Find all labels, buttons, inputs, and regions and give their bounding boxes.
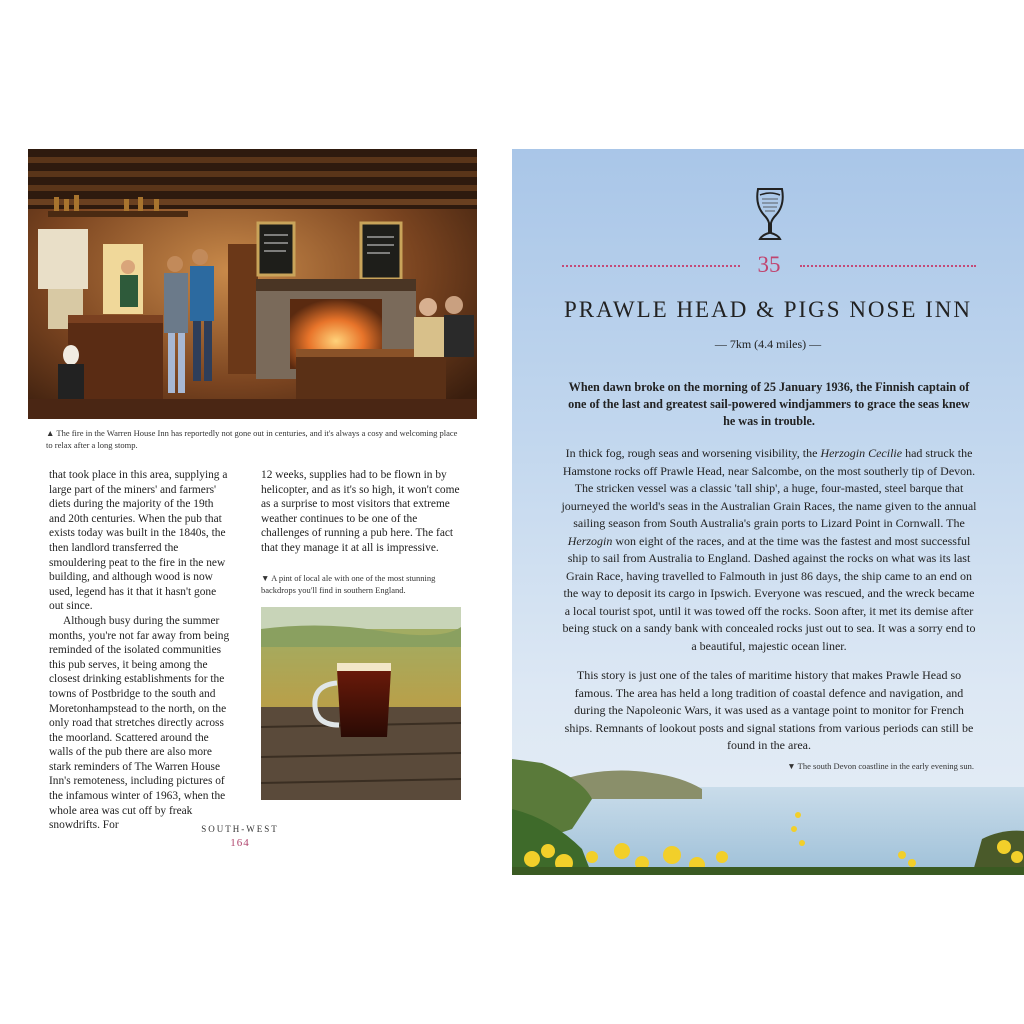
ship-name: Herzogin Cecilie <box>820 446 903 460</box>
caption-ale-photo: ▼ A pint of local ale with one of the most stunning backdrops you'll find in southern England. <box>261 573 436 595</box>
pub-interior-photo <box>28 149 477 419</box>
intro-paragraph: When dawn broke on the morning of 25 January 1936, the Finnish captain of one of the last and greatest sail-powered windjammers to grace the seas knew he was in trouble. <box>568 380 970 428</box>
paragraph: This story is just one of the tales of maritime history that makes Prawle Head so famous. The area has held a long tradition of coastal defence and navigation, and during the Napoleonic Wars, it was used as a vantage point to monitor for French ships. Remnants of lookout posts and signal stations from various periods can still be found in the area. <box>564 668 974 752</box>
beer-glass-icon <box>754 185 786 243</box>
running-head: SOUTH-WEST <box>201 824 279 834</box>
ale-photo <box>261 607 461 800</box>
paragraph: Although busy during the summer months, you're not far away from being reminded of the isolated communities this pub serves, it being among the closest drinking establishments for the towns of Postbridge to the south and Moretonhampstead to the north, on the only road that stretches directly across the moorland. Scattered around the walls of the pub there are also more stark reminders of The Warren House Inn's remoteness, including pictures of the infamous winter of 1963, when the whole area was cut off by freak snowdrifts. For <box>49 614 230 832</box>
caption-coastline: ▼ The south Devon coastline in the early evening sun. <box>787 761 974 771</box>
paragraph: that took place in this area, supplying a large part of the miners' and farmers' diets during the majority of the 19th and 20th centuries. When the pub that exists today was built in the 1840s, the then landlord transferred the smouldering peat to the fire in the new building, and although wood is now used, legend has it that it hasn't gone out since. <box>49 469 228 613</box>
right-page-panel <box>512 149 1024 875</box>
walk-distance: — 7km (4.4 miles) — <box>714 337 822 351</box>
paragraph: 12 weeks, supplies had to be flown in by helicopter, and as it's so high, it won't come as a surprise to most visitors that extreme weather continues to be one of the challenges of running a pub here. The fact that they manage it at all is impressive. <box>261 469 460 554</box>
paragraph: In thick fog, rough seas and worsening visibility, the Herzogin Cecilie had struck the Hamstone rocks off Prawle Head, near Salcombe, on the most southerly tip of Devon. The stricken vessel was a classic 'tall ship', a huge, four-masted, steel barque that journeyed the world's seas in the Australian Grain Races, the name given to the annual sailing season from South Australia's grain ports to Lizard Point in Cornwall. The Herzogin won eight of the races, and at the time was the fastest and most successful ship to sail from Australia to England. Dashed against the rocks on what was its last Grain Race, having travelled to Falmouth in just 86 days, the ship came to an end on the way to deposit its cargo in Ipswich. Everyone was rescued, and the wreck became a local tourist spot, until it was towed off the rocks. Soon after, it met its demise after being stuck on a sandy bank with concealed rocks just out to sea. It was a sorry end to a beautiful, majestic ocean liner. <box>561 446 977 653</box>
coastline-photo <box>512 759 1024 875</box>
page-number: 164 <box>230 837 250 849</box>
chapter-number: 35 <box>757 252 781 277</box>
dotted-rule-right <box>800 265 976 267</box>
body-column-left <box>49 468 232 833</box>
chapter-number-rule <box>562 253 976 277</box>
ship-name-short: Herzogin <box>567 533 613 548</box>
body-column-right <box>261 468 461 556</box>
caption-pub-interior: ▲ The fire in the Warren House Inn has reportedly not gone out in centuries, and it's always a cosy and welcoming place to relax after a long stomp. <box>46 428 458 450</box>
body-text-right <box>560 445 978 767</box>
chapter-title: PRAWLE HEAD & PIGS NOSE INN <box>563 297 973 322</box>
